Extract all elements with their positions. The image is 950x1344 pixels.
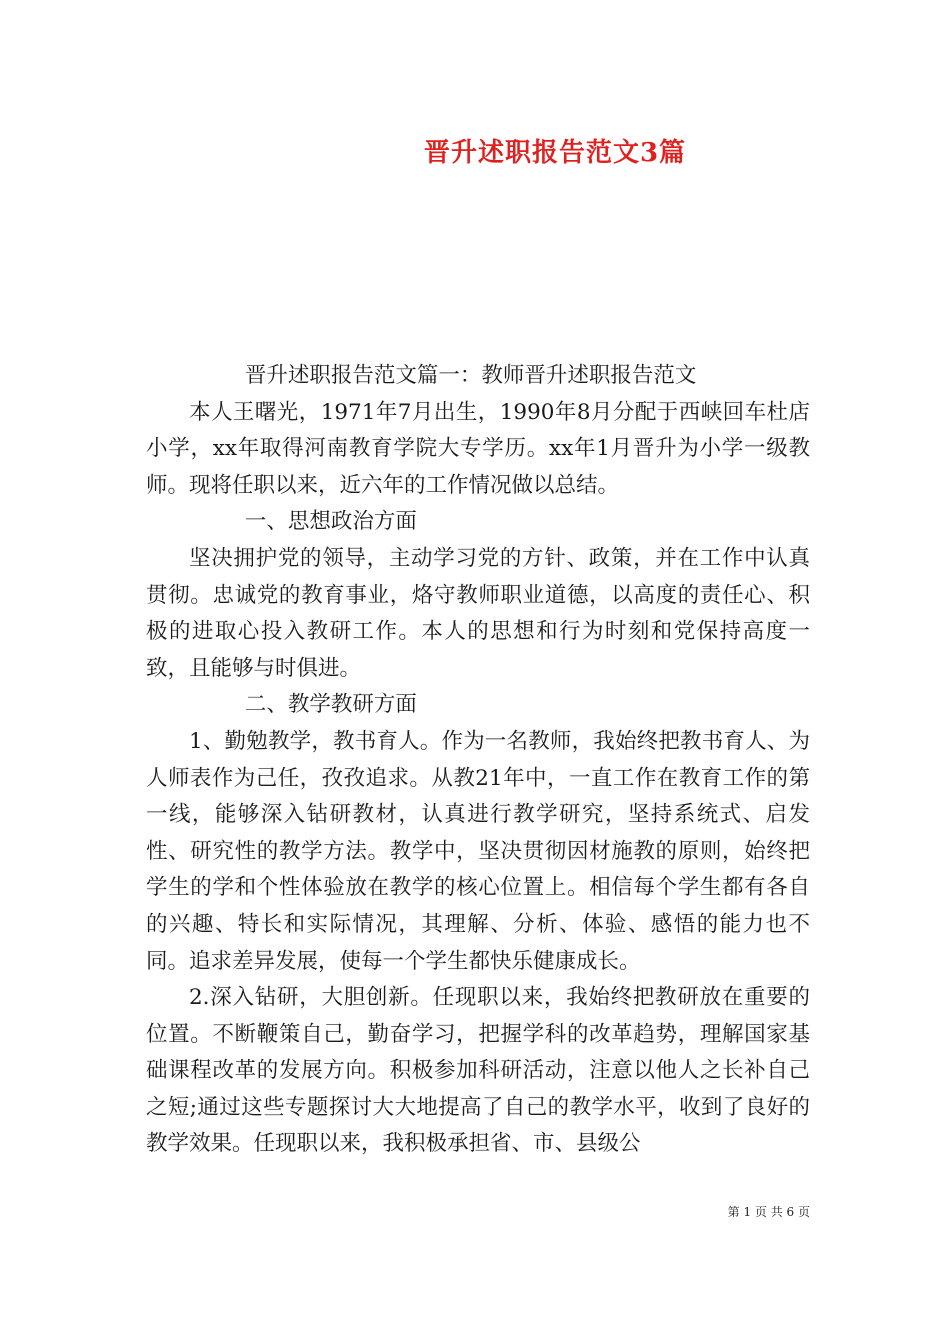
section-heading-teaching: 二、教学教研方面 [244, 692, 417, 718]
section-subtitle: 晋升述职报告范文篇一：教师晋升述职报告范文 [244, 363, 697, 388]
page-number-footer: 第 1 页 共 6 页 [727, 1205, 810, 1219]
intro-paragraph: 本人王曙光，1971年7月出生，1990年8月分配于西峡回车杜店小学，xx年取得河南教育学院大专学历。xx年1月晋升为小学一级教师。现将任职以来，近六年的工作情况做以总结。 [146, 399, 810, 498]
teaching-paragraph-2: 2.深入钻研，大胆创新。任现职以来，我始终把教研放在重要的位置。不断鞭策自己，勤奋学习，把握学科的改革趋势，理解国家基础课程改革的发展方向。积极参加科研活动，注意以他人之长补自己之短;通过这些专题探讨大大地提高了自己的教学水平，收到了良好的教学效果。任现职以来，我积极承担省、市、县级公 [146, 985, 810, 1157]
document-title: 晋升述职报告范文3篇 [423, 138, 687, 168]
politics-paragraph: 坚决拥护党的领导，主动学习党的方针、政策，并在工作中认真贯彻。忠诚党的教育事业，烙守教师职业道德，以高度的责任心、积极的进取心投入教研工作。本人的思想和行为时刻和党保持高度一致，且能够与时俱进。 [146, 545, 810, 681]
teaching-paragraph-1: 1、勤勉教学，教书育人。作为一名教师，我始终把教书育人、为人师表作为己任，孜孜追求。从教21年中，一直工作在教育工作的第一线，能够深入钻研教材，认真进行教学研究，坚持系统式、启发性、研究性的教学方法。教学中，坚决贯彻因材施教的原则，始终把学生的学和个性体验放在教学的核心位置上。相信每个学生都有各自的兴趣、特长和实际情况，其理解、分析、体验、感悟的能力也不同。追求差异发展，使每一个学生都快乐健康成长。 [146, 728, 810, 974]
document-body [146, 358, 810, 1163]
section-heading-politics: 一、思想政治方面 [244, 509, 417, 535]
